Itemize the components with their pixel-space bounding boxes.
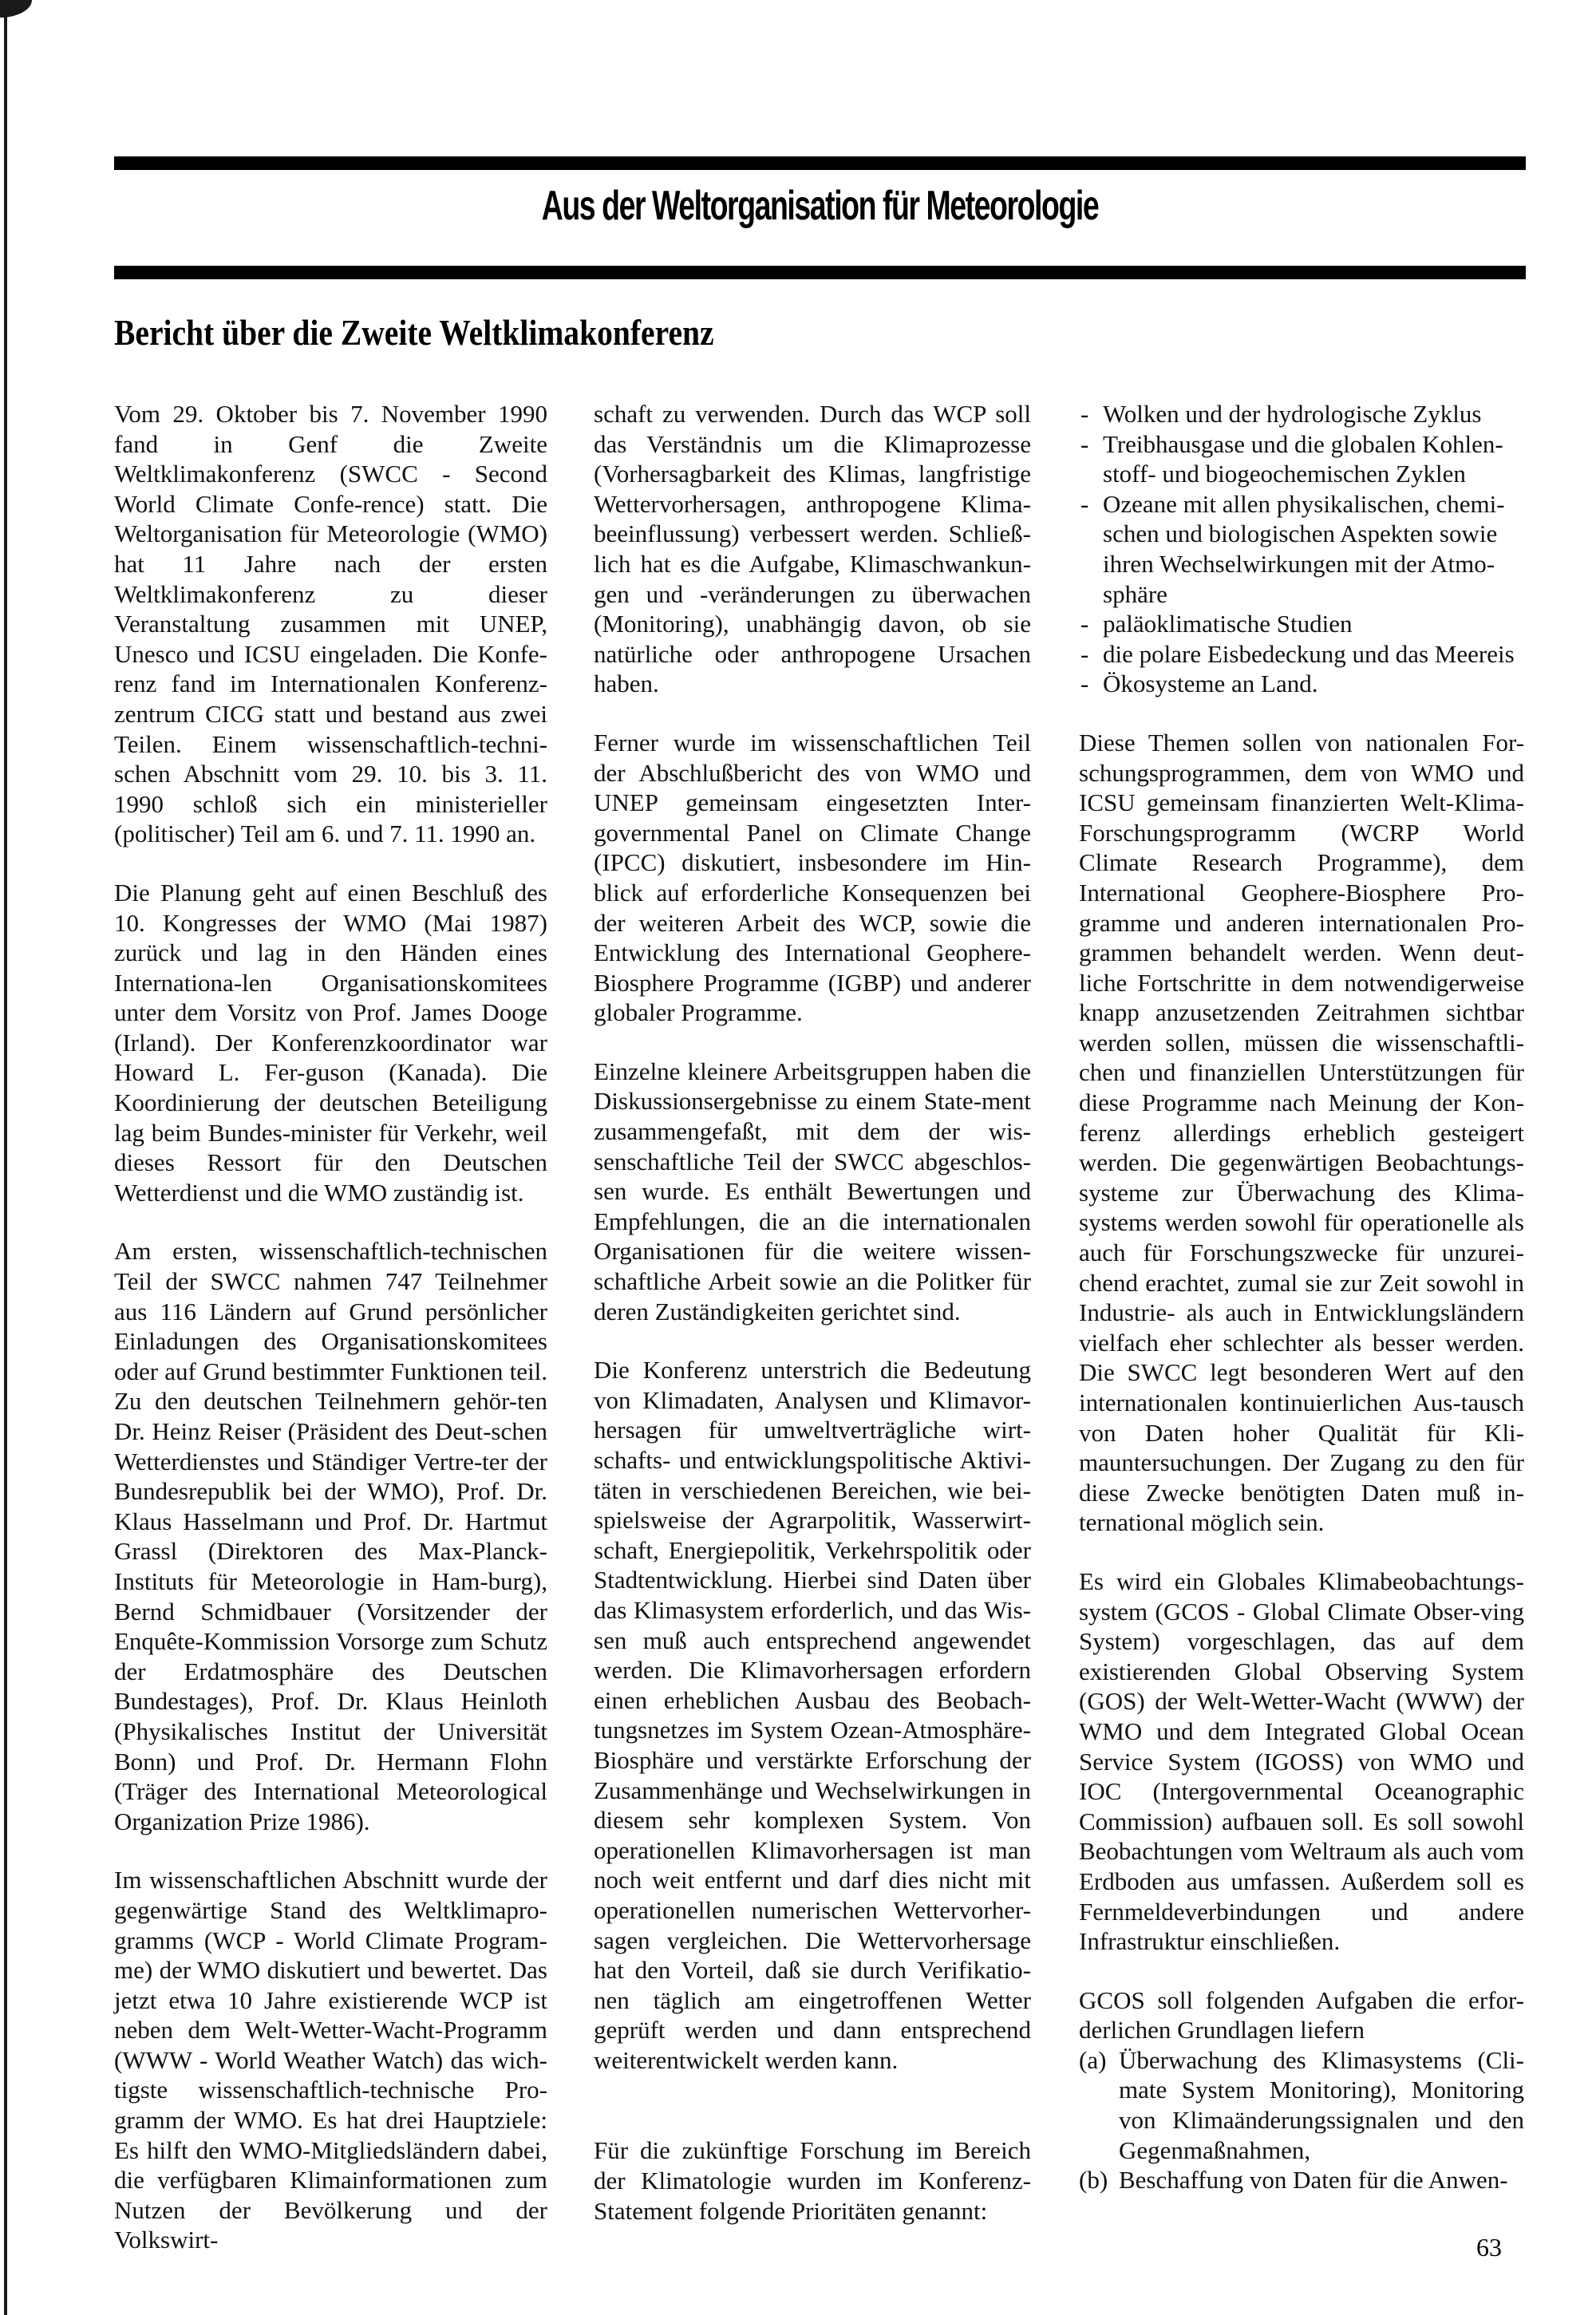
dash-bullet-icon: -	[1080, 670, 1089, 698]
paragraph: Im wissenschaftlichen Abschnitt wurde der gegenwärtige Stand des Weltklimapro-gramms (WCP - World Climate Program-me) der WMO diskutiert und bewertet. Das jetzt etwa 10 Jahre existierende WCP ist neben dem Welt-Wetter-Wacht-Programm (WWW - World Weather Watch) das wich-tigste wissenschaftlich-technische Pro-gramm der WMO. Es hat drei Hauptziele: Es hilft den WMO-Mitgliedsländern dabei, die verfügbaren Klimainformationen zum Nutzen der Bevölkerung und der Volkswirt-	[114, 1866, 547, 2254]
paragraph: Die Konferenz unterstrich die Bedeutung von Klimadaten, Analysen und Klimavor-hersagen für umweltverträgliche wirt-schafts- und entwicklungspolitische Aktivi-täten in verschiedenen Bereichen, wie bei-spielsweise der Agrarpolitik, Wasserwirt-schaft, Energiepolitik, Verkehrspolitik oder Stadtentwicklung. Hierbei sind Daten über das Klimasystem erforderlich, und das Wis-sen muß auch entsprechend angewendet werden. Die Klimavorhersagen erfordern einen erheblichen Ausbau des Beobach-tungsnetzes im System Ozean-Atmosphäre-Biosphäre und verstärkte Erforschung der Zusammenhänge und Wechselwirkungen in diesem sehr komplexen System. Von operationellen Klimavorhersagen ist man noch weit entfernt und darf dies nicht mit operationellen numerischen Wettervorher-sagen vergleichen. Die Wettervorhersage hat den Vorteil, daß sie durch Verifikatio-nen täglich am eingetroffenen Wetter geprüft werden und dann entsprechend weiterentwickelt werden kann.	[594, 1356, 1031, 2074]
paragraph: Es wird ein Globales Klimabeobachtungs-system (GCOS - Global Climate Obser-ving System) vorgeschlagen, das auf dem existierenden Global Observing System (GOS) der Welt-Wetter-Wacht (WWW) der WMO und dem Integrated Global Ocean Service System (IGOSS) von WMO und IOC (Intergovernmental Oceanographic Commission) aufbauen soll. Es soll sowohl Beobachtungen vom Weltraum als auch vom Erdboden aus umfassen. Außerdem soll es Fernmeldeverbindungen und andere Infrastruktur einschließen.	[1079, 1566, 1524, 1956]
section-title: Aus der Weltorganisation für Meteorologie	[541, 183, 1099, 229]
paragraph: Vom 29. Oktober bis 7. November 1990 fand in Genf die Zweite Weltklimakonferenz (SWCC - Second World Climate Confe-rence) statt. Die Weltorganisation für Meteorologie (WMO) hat 11 Jahre nach der ersten Weltklimakonferenz zu dieser Veranstaltung zusammen mit UNEP, Unesco und ICSU eingeladen. Die Konfe-renz fand im Internationalen Konferenz-zentrum CICG statt und bestand aus zwei Teilen. Einem wissenschaftlich-techni-schen Abschnitt vom 29. 10. bis 3. 11. 1990 schloß sich ein ministerieller (politischer) Teil am 6. und 7. 11. 1990 an.	[114, 400, 547, 848]
text-column-1	[114, 399, 547, 2284]
spacer	[594, 2104, 1031, 2135]
list-item: - Ozeane mit allen physikalischen, chemi-schen und biologischen Aspekten sowie ihren Wechselwirkungen mit der Atmo-sphäre	[1080, 489, 1505, 608]
header-rule-top	[114, 156, 1526, 170]
page-binding-corner	[0, 0, 32, 18]
list-item: - Wolken und der hydrologische Zyklus	[1080, 400, 1482, 428]
header-rule-bottom	[114, 266, 1526, 279]
article-title: Bericht über die Zweite Weltklimakonferenz	[114, 312, 714, 353]
research-priorities-list	[1079, 399, 1524, 699]
dash-bullet-icon: -	[1080, 610, 1089, 638]
paragraph: GCOS soll folgenden Aufgaben die erfor-derlichen Grundlagen liefern	[1079, 1985, 1524, 2044]
paragraph: Am ersten, wissenschaftlich-technischen Teil der SWCC nahmen 747 Teilnehmer aus 116 Ländern auf Grund persönlicher Einladungen des Organisationskomitees oder auf Grund bestimmter Funktionen teil. Zu den deutschen Teilnehmern gehör-ten Dr. Heinz Reiser (Präsident des Deut-schen Wetterdienstes und Ständiger Vertre-ter der Bundesrepublik bei der WMO), Prof. Dr. Klaus Hasselmann und Prof. Dr. Hartmut Grassl (Direktoren des Max-Planck-Instituts für Meteorologie in Ham-burg), Bernd Schmidbauer (Vorsitzender der Enquête-Kommission Vorsorge zum Schutz der Erdatmosphäre des Deutschen Bundestages), Prof. Dr. Klaus Heinloth (Physikalisches Institut der Universität Bonn) und Prof. Dr. Hermann Flohn (Träger des International Meteorological Organization Prize 1986).	[114, 1237, 547, 1835]
text-column-3	[1079, 399, 1524, 2195]
list-item: - Ökosysteme an Land.	[1080, 670, 1318, 698]
dash-bullet-icon: -	[1080, 429, 1089, 458]
paragraph: Die Planung geht auf einen Beschluß des 10. Kongresses der WMO (Mai 1987) zurück und lag in den Händen eines Internationa-len Organisationskomitees unter dem Vorsitz von Prof. James Dooge (Irland). Der Konferenzkoordinator war Howard L. Fer-guson (Kanada). Die Koordinierung der deutschen Beteiligung lag beim Bundes-minister für Verkehr, weil dieses Ressort für den Deutschen Wetterdienst und die WMO zuständig ist.	[114, 878, 547, 1207]
list-item: - die polare Eisbedeckung und das Meereis	[1080, 639, 1515, 668]
text-column-2	[594, 399, 1031, 2254]
paragraph: Für die zukünftige Forschung im Bereich der Klimatologie wurden im Konferenz-Statement folgende Prioritäten genannt:	[594, 2136, 1031, 2225]
page-binding-edge	[4, 0, 7, 2315]
gcos-tasks-list	[1079, 2045, 1524, 2195]
dash-bullet-icon: -	[1080, 400, 1089, 428]
paragraph: Diese Themen sollen von nationalen For-schungsprogrammen, dem von WMO und ICSU gemeinsam finanzierten Welt-Klima-Forschungsprogramm (WCRP World Climate Research Programme), dem International Geophere-Biosphere Pro-gramme und anderen internationalen Pro-grammen behandelt werden. Wenn deut-liche Fortschritte in dem notwendigerweise knapp anzusetzenden Zeitrahmen sichtbar werden sollen, müssen die wissenschaftli-chen und finanziellen Unterstützungen für diese Programme nach Meinung der Kon-ferenz allerdings erheblich gesteigert werden. Die gegenwärtigen Beobachtungs-systeme zur Überwachung des Klima-systems werden sowohl für operationelle als auch für Forschungszwecke für unzurei-chend erachtet, zumal sie zur Zeit sowohl in Industrie- als auch in Entwicklungsländern vielfach eher schlechter als besser werden. Die SWCC legt besonderen Wert auf den internationalen kontinuierlichen Aus-tausch von Daten hoher Qualität für Kli-mauntersuchungen. Der Zugang zu den für diese Zwecke benötigten Daten muß in-ternational möglich sein.	[1079, 728, 1524, 1537]
list-marker: (b)	[1079, 2166, 1108, 2195]
paragraph: schaft zu verwenden. Durch das WCP soll das Verständnis um die Klimaprozesse (Vorhersagbarkeit des Klimas, langfristige Wettervorhersagen, anthropogene Klima-beeinflussung) verbessert werden. Schließ-lich hat es die Aufgabe, Klimaschwankun-gen und -veränderungen zu überwachen (Monitoring), unabhängig davon, ob sie natürliche oder anthropogene Ursachen haben.	[594, 400, 1031, 698]
list-item: (b) Beschaffung von Daten für die Anwen-	[1079, 2166, 1508, 2195]
dash-bullet-icon: -	[1080, 489, 1089, 518]
list-item: - paläoklimatische Studien	[1080, 610, 1353, 638]
list-marker: (a)	[1079, 2045, 1107, 2074]
dash-bullet-icon: -	[1080, 639, 1089, 668]
paragraph: Ferner wurde im wissenschaftlichen Teil der Abschlußbericht des von WMO und UNEP gemeinsam eingesetzten Inter-governmental Panel on Climate Change (IPCC) diskutiert, insbesondere im Hin-blick auf erforderliche Konsequenzen bei der weiteren Arbeit des WCP, sowie die Entwicklung des International Geophere-Biosphere Programme (IGBP) und anderer globaler Programme.	[594, 728, 1031, 1027]
paragraph: Einzelne kleinere Arbeitsgruppen haben die Diskussionsergebnisse zu einem State-ment zusammengefaßt, mit dem der wis-senschaftliche Teil der SWCC abgeschlos-sen wurde. Es enthält Bewertungen und Empfehlungen, die an die internationalen Organisationen für die weitere wissen-schaftliche Arbeit sowie an die Politker für deren Zuständigkeiten gerichtet sind.	[594, 1057, 1031, 1325]
page-number: 63	[1476, 2233, 1502, 2262]
list-item: (a) Überwachung des Klimasystems (Cli-mate System Monitoring), Monitoring von Klimaänderungssignalen und den Gegenmaßnahmen,	[1079, 2045, 1524, 2164]
list-item: - Treibhausgase und die globalen Kohlen-stoff- und biogeochemischen Zyklen	[1080, 429, 1503, 488]
